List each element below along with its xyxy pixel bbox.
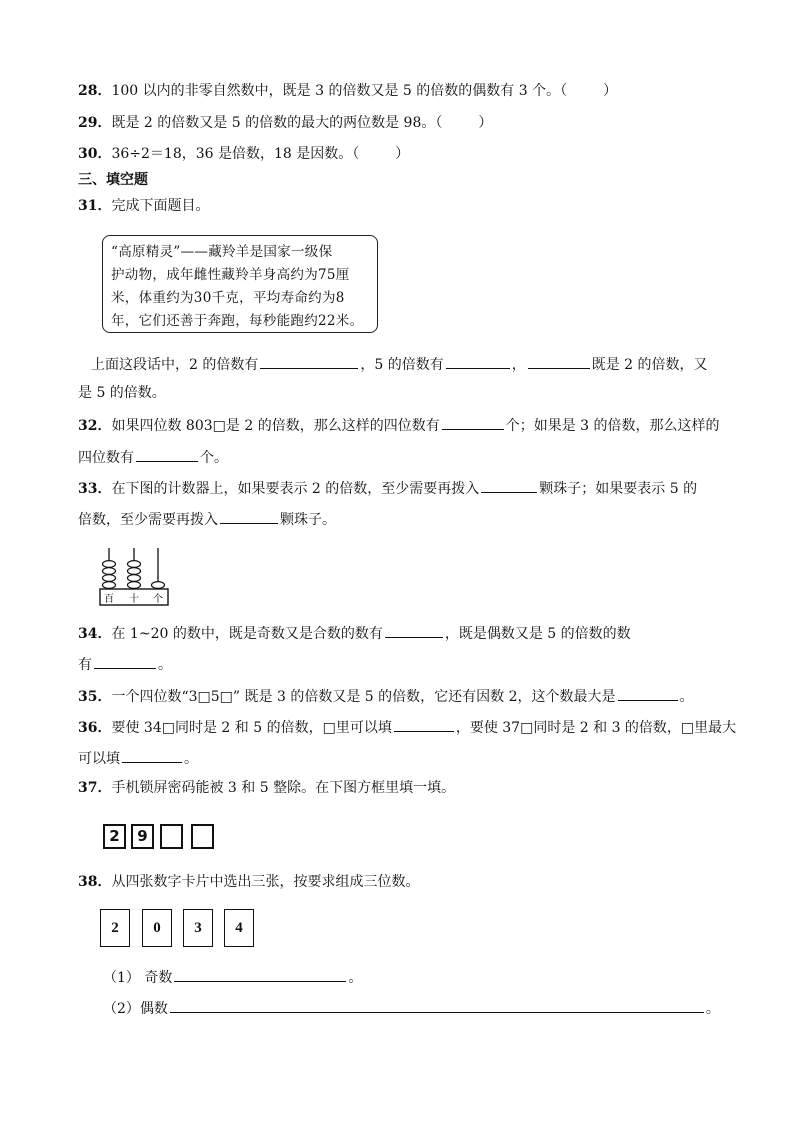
question-text: 手机锁屏密码能被 3 和 5 整除。在下图方框里填一填。 [111, 780, 456, 796]
question-37 [78, 778, 455, 798]
password-empty-box[interactable] [160, 824, 183, 849]
abacus-label-ones: 个 [153, 594, 163, 605]
question-32-line: 四位数有 个。 [78, 446, 228, 468]
answer-blank[interactable] [446, 353, 510, 369]
question-number: 33． [78, 481, 112, 497]
passage-line: 米，体重约为30千克，平均寿命约为8 [111, 290, 345, 306]
abacus-bead [103, 575, 116, 582]
number-card: 4 [224, 909, 254, 947]
passage-line: 护动物，成年雌性藏羚羊身高约为75厘 [111, 267, 350, 283]
question-33: 33．在下图的计数器上，如果要表示 2 的倍数，至少需要再拨入 颗珠子；如果要表示 5 的 [78, 477, 697, 499]
abacus-figure [98, 547, 172, 609]
answer-blank[interactable] [170, 997, 704, 1013]
abacus-bead [103, 561, 116, 568]
abacus-bead [152, 582, 165, 589]
question-33-line: 倍数，至少需要再拨入 颗珠子。 [78, 508, 336, 530]
question-35: 35．一个四位数“3□5□” 既是 3 的倍数又是 5 的倍数，它还有因数 2，这个数最大是 。 [78, 685, 694, 707]
question-text: 100 以内的非零自然数中，既是 3 的倍数又是 5 的倍数的偶数有 3 个。 [111, 83, 561, 99]
question-38 [78, 872, 419, 892]
number-card: 2 [100, 909, 130, 947]
question-number: 35． [78, 689, 112, 705]
question-38-part-1: （1） 奇数 。 [103, 966, 362, 988]
question-28: 28．100 以内的非零自然数中，既是 3 的倍数又是 5 的倍数的偶数有 3 个。（ ） [78, 83, 618, 99]
answer-blank[interactable] [122, 747, 182, 763]
question-number: 29． [78, 115, 112, 131]
abacus-bead [103, 568, 116, 575]
answer-blank[interactable] [260, 353, 358, 369]
question-36: 36．要使 34□同时是 2 和 5 的倍数，□里可以填 ，要使 37□同时是 2 和 3 的倍数，□里最大 [78, 716, 736, 738]
passage-line: 年，它们还善于奔跑，每秒能跑约22米。 [111, 313, 364, 329]
question-31-line: 是 5 的倍数。 [78, 385, 166, 401]
answer-blank[interactable] [385, 622, 443, 638]
password-empty-box[interactable] [191, 824, 214, 849]
abacus-bead [103, 582, 116, 589]
answer-blank[interactable] [618, 685, 678, 701]
question-number: 37． [78, 780, 112, 796]
abacus-rods [103, 548, 165, 589]
question-32: 32．如果四位数 803□是 2 的倍数，那么这样的四位数有 个；如果是 3 的倍数，那么这样的 [78, 414, 720, 436]
question-36-line: 可以填 。 [78, 747, 198, 769]
question-number: 32． [78, 418, 112, 434]
question-number: 31． [78, 198, 112, 214]
answer-blank[interactable] [136, 446, 198, 462]
question-number: 36． [78, 720, 112, 736]
number-card: 0 [142, 909, 172, 947]
abacus-label-hundreds: 百 [104, 594, 114, 605]
question-number: 38． [78, 874, 112, 890]
question-number: 30． [78, 146, 112, 162]
abacus-bead [128, 575, 141, 582]
password-digit-box: 9 [131, 824, 154, 849]
question-text: 既是 2 的倍数又是 5 的倍数的最大的两位数是 98。 [111, 115, 436, 131]
question-38-part-2: （2）偶数 。 [103, 997, 720, 1019]
abacus-label-tens: 十 [129, 594, 139, 605]
abacus-bead [128, 568, 141, 575]
password-digit-box: 2 [103, 824, 126, 849]
passage-line: “高原精灵”——藏羚羊是国家一级保 [111, 244, 333, 260]
question-number: 28． [78, 83, 112, 99]
section-heading: 三、填空题 [78, 172, 148, 188]
answer-blank[interactable] [220, 508, 278, 524]
number-card: 3 [183, 909, 213, 947]
question-number: 34． [78, 626, 112, 642]
answer-blank[interactable] [94, 653, 156, 669]
question-31-line: 上面这段话中，2 的倍数有 ，5 的倍数有 ， 既是 2 的倍数，又 [91, 353, 708, 375]
answer-blank[interactable] [394, 716, 454, 732]
question-30: 30．36÷2＝18，36 是倍数，18 是因数。（ ） [78, 146, 410, 162]
question-34-line: 有 。 [78, 653, 172, 675]
answer-blank[interactable] [442, 414, 504, 430]
abacus-bead [128, 561, 141, 568]
question-text: 完成下面题目。 [111, 198, 210, 214]
answer-blank[interactable] [528, 353, 590, 369]
passage-box [102, 235, 378, 333]
abacus-bead [128, 582, 141, 589]
question-34: 34．在 1~20 的数中，既是奇数又是合数的数有 ，既是偶数又是 5 的倍数的数 [78, 622, 631, 644]
answer-blank[interactable] [174, 966, 346, 982]
question-text: 从四张数字卡片中选出三张，按要求组成三位数。 [111, 874, 420, 890]
question-text: 36÷2＝18，36 是倍数，18 是因数。 [111, 146, 353, 162]
answer-blank[interactable] [481, 477, 537, 493]
question-29: 29．既是 2 的倍数又是 5 的倍数的最大的两位数是 98。（ ） [78, 115, 493, 131]
question-31 [78, 196, 209, 216]
